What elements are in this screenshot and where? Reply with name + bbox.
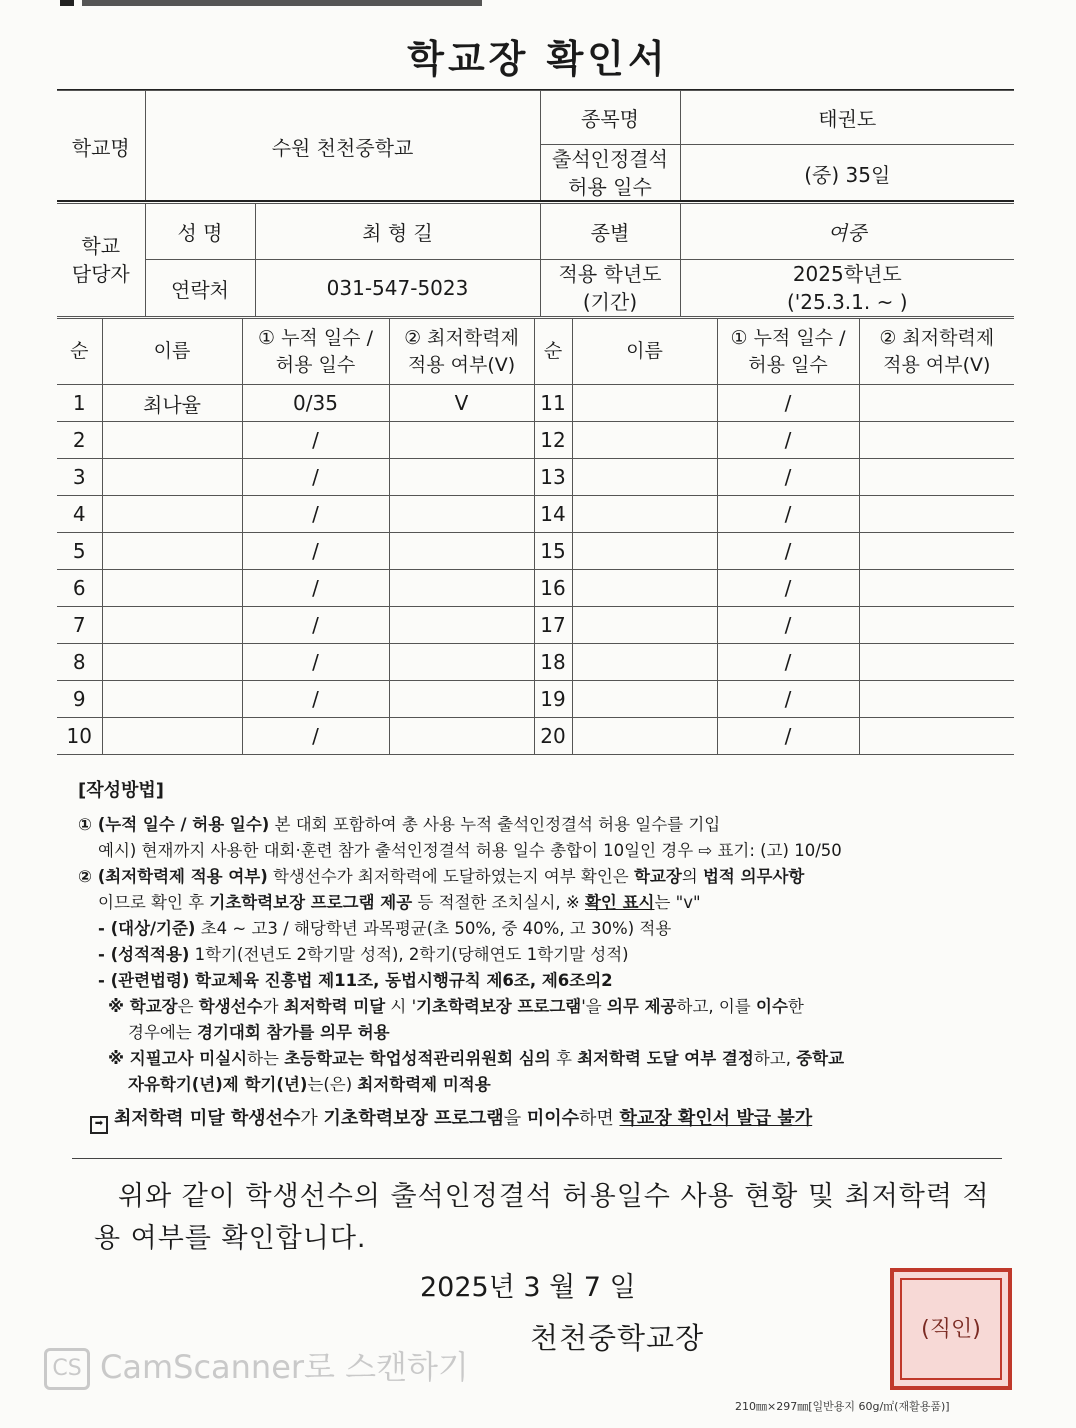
instruction-2-cont-text: 는 "v" <box>654 893 701 912</box>
instruction-2-cont-text: 등 적절한 조치실시, ※ <box>412 893 585 912</box>
final-note <box>78 1106 1008 1132</box>
camscanner-logo-icon: CS <box>44 1348 90 1390</box>
row-name <box>572 496 717 533</box>
student-list-table <box>57 318 1014 755</box>
row-name <box>102 459 242 496</box>
note-1-part: 의무 제공 <box>606 997 677 1016</box>
row-days: / <box>242 718 389 755</box>
bullet-law-label: - (관련법령) <box>98 971 190 990</box>
table-row <box>57 459 1014 496</box>
absence-label-line1: 출석인정결석 <box>552 147 668 171</box>
col-name: 이름 <box>572 319 717 385</box>
row-no: 6 <box>57 570 102 607</box>
note-1-cont-part: 경기대회 참가를 의무 허용 <box>197 1023 390 1042</box>
note-1-cont <box>78 1020 1008 1046</box>
school-name-label: 학교명 <box>57 91 145 202</box>
note-1-part: ※ 학교장 <box>108 997 178 1016</box>
bullet-grades-text: 1학기(전년도 2학기말 성적), 2학기(당해연도 1학기말 성적) <box>189 945 629 964</box>
instruction-2-principal: 학교장 <box>633 867 682 886</box>
row-days: / <box>717 644 859 681</box>
event-value: 태권도 <box>680 91 1014 145</box>
page-title: 학교장 확인서 <box>407 37 669 81</box>
note-1-part: 이수 <box>756 997 788 1016</box>
instruction-2-text: 의 <box>681 867 703 886</box>
contact-group-label <box>57 204 145 317</box>
phone-label: 연락처 <box>145 260 255 317</box>
row-days: / <box>242 681 389 718</box>
row-no: 12 <box>534 422 572 459</box>
instructions <box>78 778 1008 1132</box>
col-days-line2: 허용 일수 <box>748 353 828 376</box>
note-2-part: 후 <box>550 1049 578 1068</box>
contact-group-line2: 담당자 <box>71 262 130 286</box>
row-no: 5 <box>57 533 102 570</box>
table-row <box>57 533 1014 570</box>
row-days: / <box>717 533 859 570</box>
row-no: 4 <box>57 496 102 533</box>
final-note-part: 을 <box>503 1108 527 1129</box>
row-name <box>102 496 242 533</box>
row-no: 7 <box>57 607 102 644</box>
table-row <box>57 496 1014 533</box>
row-no: 8 <box>57 644 102 681</box>
row-min <box>859 644 1014 681</box>
bullet-target-label: - (대상/기준) <box>98 919 196 938</box>
instruction-2-mark: 확인 표시 <box>584 893 655 912</box>
row-no: 2 <box>57 422 102 459</box>
row-min <box>859 718 1014 755</box>
row-no: 20 <box>534 718 572 755</box>
row-no: 3 <box>57 459 102 496</box>
row-name <box>572 570 717 607</box>
note-2-part: 최저학력 도달 여부 결정 <box>577 1049 754 1068</box>
row-days: / <box>242 422 389 459</box>
col-min-line1: ② 최저학력제 <box>404 326 519 349</box>
row-name <box>102 718 242 755</box>
year-label-line2: (기간) <box>582 290 638 314</box>
bullet-target <box>78 916 1008 942</box>
row-name <box>102 644 242 681</box>
note-2 <box>78 1046 1008 1072</box>
row-min <box>859 570 1014 607</box>
col-min-line1: ② 최저학력제 <box>879 326 995 349</box>
row-name <box>572 607 717 644</box>
note-1-part: 학생선수 <box>198 997 263 1016</box>
period-text: ('25.3.1. ~ ) <box>786 290 908 314</box>
row-no: 16 <box>534 570 572 607</box>
col-no: 순 <box>534 319 572 385</box>
row-no: 17 <box>534 607 572 644</box>
row-days: / <box>242 607 389 644</box>
instruction-2-label: ② (최저학력제 적용 여부) <box>78 867 268 886</box>
row-min <box>389 607 534 644</box>
note-2-part: 하고, <box>753 1049 797 1068</box>
bullet-grades-label: - (성적적용) <box>98 945 190 964</box>
row-name <box>102 570 242 607</box>
row-min <box>859 533 1014 570</box>
note-1-part: 가 <box>262 997 284 1016</box>
absence-label-line2: 허용 일수 <box>568 175 652 199</box>
contact-table <box>57 203 1014 317</box>
row-name <box>572 681 717 718</box>
bullet-grades <box>78 942 1008 968</box>
row-name <box>572 422 717 459</box>
note-2-part: 하는 <box>247 1049 285 1068</box>
bullet-law-text: 학교체육 진흥법 제11조, 동법시행규칙 제6조, 제6조의2 <box>189 971 613 990</box>
row-days: / <box>717 422 859 459</box>
final-note-part: 하면 <box>579 1108 620 1129</box>
row-name <box>572 533 717 570</box>
issue-date: 2025년 3 월 7 일 <box>420 1272 636 1303</box>
row-min <box>389 459 534 496</box>
year-value <box>680 260 1014 317</box>
note-1-cont-part: 경우에는 <box>128 1023 198 1042</box>
row-days: / <box>717 607 859 644</box>
contact-group-line1: 학교 <box>81 234 121 258</box>
row-no: 9 <box>57 681 102 718</box>
row-name <box>102 422 242 459</box>
row-days: / <box>242 644 389 681</box>
row-min <box>859 385 1014 422</box>
row-days: / <box>717 459 859 496</box>
row-name <box>102 607 242 644</box>
row-name <box>572 459 717 496</box>
note-2-part: 중학교 <box>796 1049 845 1068</box>
col-no: 순 <box>57 319 102 385</box>
instruction-1-example: 예시) 현재까지 사용한 대회·훈련 참가 출석인정결석 허용 일수 총합이 10일인 경우 ⇨ 표기: (고) 10/50 <box>98 841 842 860</box>
contact-name-label: 성 명 <box>145 204 255 260</box>
note-1-part: 시 ' <box>385 997 417 1016</box>
row-min <box>859 496 1014 533</box>
note-2-part: 초등학교는 학업성적관리위원회 심의 <box>284 1049 551 1068</box>
final-note-part: 가 <box>300 1108 324 1129</box>
table-row <box>57 607 1014 644</box>
contact-name: 최 형 길 <box>255 204 540 260</box>
row-min <box>859 681 1014 718</box>
row-name <box>572 718 717 755</box>
event-label: 종목명 <box>540 91 680 145</box>
note-2-cont-part: 최저학력제 미적용 <box>357 1075 491 1094</box>
row-min <box>859 607 1014 644</box>
note-2-cont <box>78 1072 1008 1098</box>
col-days-line1: ① 누적 일수 / <box>258 326 373 349</box>
row-no: 15 <box>534 533 572 570</box>
top-strip <box>60 0 490 8</box>
table-row <box>57 385 1014 422</box>
instruction-2-program: 기초학력보장 프로그램 제공 <box>209 893 413 912</box>
row-days: / <box>717 385 859 422</box>
row-min <box>859 422 1014 459</box>
note-1-part: 하고, 이를 <box>676 997 756 1016</box>
row-min <box>389 496 534 533</box>
col-days-line1: ① 누적 일수 / <box>730 326 846 349</box>
confirmation-text: 위와 같이 학생선수의 출석인정결석 허용일수 사용 현황 및 최저학력 적용 여부를 확인합니다. <box>94 1181 990 1254</box>
absence-label <box>540 145 680 202</box>
bullet-law <box>78 968 1008 994</box>
paper-info: 210㎜×297㎜[일반용지 60g/㎡(재활용품)] <box>735 1400 950 1413</box>
col-min-line2: 적용 여부(V) <box>883 353 991 376</box>
instruction-1-label: ① (누적 일수 / 허용 일수) <box>78 815 270 834</box>
col-name: 이름 <box>102 319 242 385</box>
instruction-2 <box>78 864 1008 890</box>
divider <box>57 200 1014 202</box>
instruction-2-text: 학생선수가 최저학력에 도달하였는지 여부 확인은 <box>267 867 634 886</box>
final-note-part: 학교장 확인서 발급 불가 <box>619 1108 813 1129</box>
table-row <box>57 681 1014 718</box>
row-min <box>389 644 534 681</box>
note-1-part: '을 <box>581 997 607 1016</box>
camscanner-text: CamScanner로 스캔하기 <box>100 1348 469 1386</box>
year-label <box>540 260 680 317</box>
row-name: 최나율 <box>102 385 242 422</box>
note-1-part: 기초학력보장 프로그램 <box>416 997 582 1016</box>
final-note-part: 기초학력보장 프로그램 <box>323 1108 504 1129</box>
table-row <box>57 718 1014 755</box>
row-name <box>572 385 717 422</box>
row-days: / <box>242 496 389 533</box>
col-min <box>389 319 534 385</box>
instructions-heading: [작성방법] <box>78 780 165 801</box>
row-min <box>389 570 534 607</box>
col-days <box>717 319 859 385</box>
row-days: / <box>242 459 389 496</box>
division-label: 종별 <box>540 204 680 260</box>
row-days: / <box>242 533 389 570</box>
note-1-part: 은 <box>177 997 199 1016</box>
row-no: 19 <box>534 681 572 718</box>
year-label-line1: 적용 학년도 <box>558 262 662 286</box>
col-days <box>242 319 389 385</box>
row-no: 11 <box>534 385 572 422</box>
row-days: / <box>717 718 859 755</box>
absence-days: (중) 35일 <box>680 145 1014 202</box>
division-value: 여중 <box>680 204 1014 260</box>
final-note-part: 최저학력 미달 학생선수 <box>114 1108 301 1129</box>
school-name: 수원 천천중학교 <box>145 91 540 202</box>
note-2-part: ※ 지필고사 미실시 <box>108 1049 248 1068</box>
row-min <box>389 718 534 755</box>
note-2-cont-part: 는(은) <box>307 1075 358 1094</box>
official-seal <box>890 1268 1012 1390</box>
instruction-2-cont <box>78 890 1008 916</box>
bullet-target-text: 초4 ~ 고3 / 해당학년 과목평균(초 50%, 중 40%, 고 30%) 적용 <box>195 919 672 938</box>
row-name <box>572 644 717 681</box>
table-row <box>57 422 1014 459</box>
note-1-part: 최저학력 미달 <box>283 997 386 1016</box>
divider <box>72 1158 1002 1159</box>
instruction-1 <box>78 812 1008 838</box>
row-min <box>389 422 534 459</box>
instruction-1-text: 본 대회 포함하여 총 사용 누적 출석인정결석 허용 일수를 기입 <box>269 815 721 834</box>
row-no: 18 <box>534 644 572 681</box>
row-name <box>102 681 242 718</box>
table-row <box>57 644 1014 681</box>
table-row <box>57 570 1014 607</box>
final-note-part: 미이수 <box>526 1108 579 1129</box>
row-days: / <box>717 681 859 718</box>
year-text: 2025학년도 <box>792 262 902 286</box>
row-min <box>389 681 534 718</box>
row-no: 1 <box>57 385 102 422</box>
phone-value: 031-547-5023 <box>255 260 540 317</box>
row-no: 13 <box>534 459 572 496</box>
row-no: 10 <box>57 718 102 755</box>
row-name <box>102 533 242 570</box>
col-days-line2: 허용 일수 <box>275 353 356 376</box>
row-min <box>859 459 1014 496</box>
note-1-part: 한 <box>787 997 804 1016</box>
instruction-2-cont-text: 이므로 확인 후 <box>98 893 210 912</box>
col-min <box>859 319 1014 385</box>
row-days: 0/35 <box>242 385 389 422</box>
row-days: / <box>242 570 389 607</box>
col-min-line2: 적용 여부(V) <box>407 353 516 376</box>
school-info-table <box>57 90 1014 202</box>
principal-name: 천천중학교장 <box>530 1321 705 1355</box>
row-days: / <box>717 570 859 607</box>
row-min: V <box>389 385 534 422</box>
arrow-box-icon: ➡ <box>90 1116 108 1134</box>
instruction-2-duty: 법적 의무사항 <box>702 867 805 886</box>
row-days: / <box>717 496 859 533</box>
row-min <box>389 533 534 570</box>
seal-label: (직인) <box>921 1317 981 1342</box>
note-2-cont-part: 자유학기(년)제 학기(년) <box>128 1075 308 1094</box>
camscanner-watermark <box>44 1342 469 1390</box>
note-1 <box>78 994 1008 1020</box>
row-no: 14 <box>534 496 572 533</box>
